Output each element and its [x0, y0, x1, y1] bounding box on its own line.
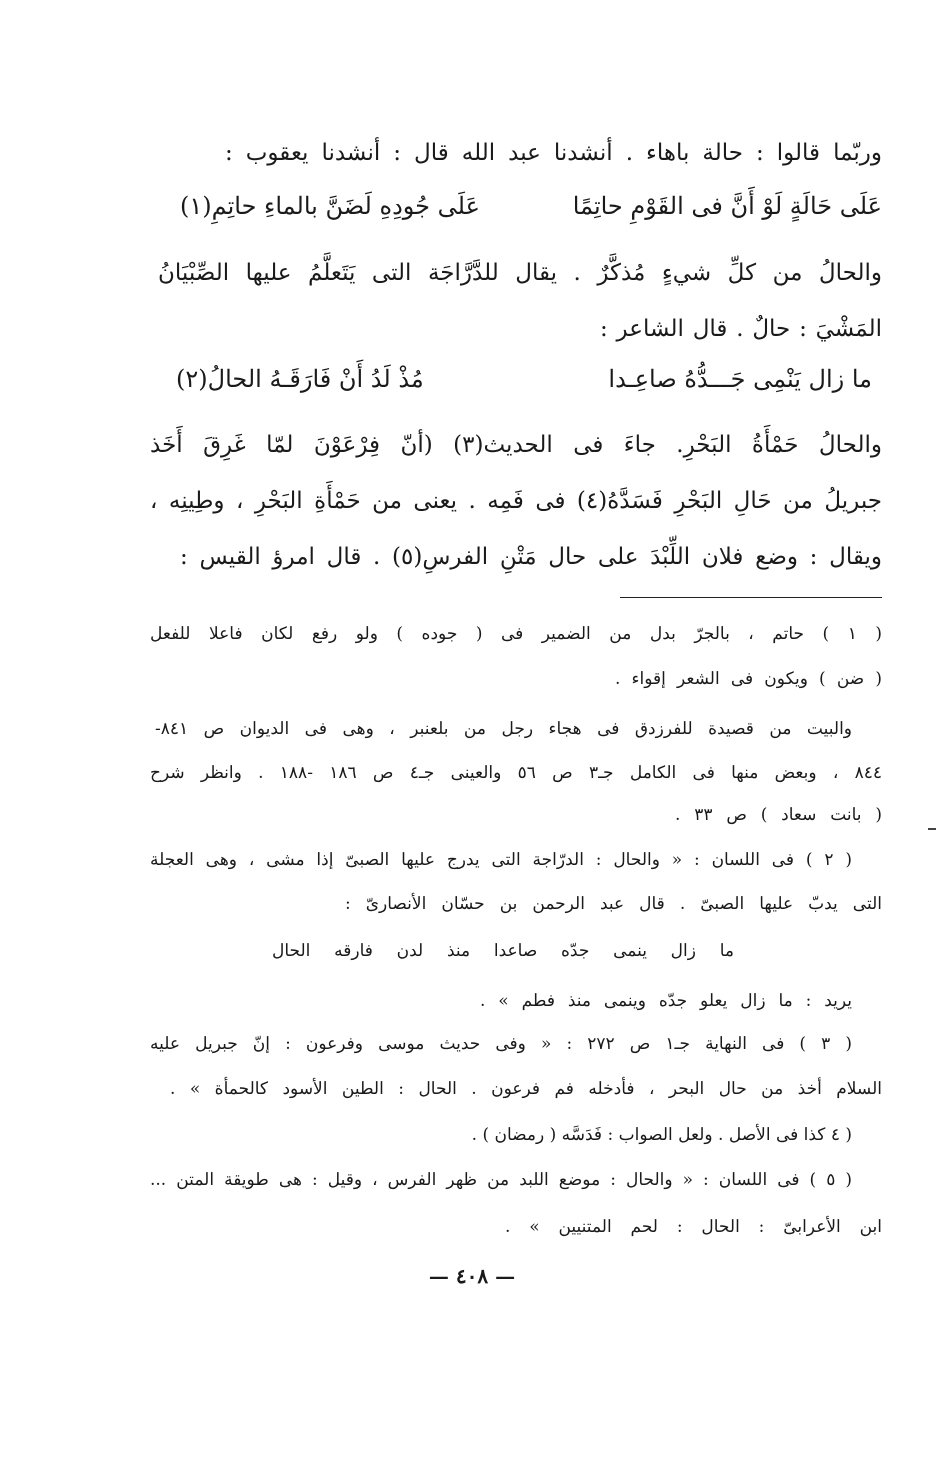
footnote-line-7: التى يدبّ عليها الصبىّ . قال عبد الرحمن بن حسّان الأنصارىّ :	[345, 894, 882, 914]
page-number: — ٤٠٨ —	[428, 1264, 516, 1288]
footnote-line-14: ابن الأعرابىّ : الحال : لحم المتنيين » .	[505, 1217, 882, 1237]
main-line-5: جبريلُ من حَالِ البَحْرِ فَسَدَّهُ(٤) فى فَمِه . يعنى من حَمْأَةِ البَحْرِ ، وطِينِه ،	[150, 488, 882, 514]
main-line-4: والحالُ حَمْأَةُ البَحْرِ. جاءَ فى الحديث(٣) (أنّ فِرْعَوْنَ لمّا غَرِقَ أَخَذ	[150, 432, 882, 458]
footnote-line-10: ( ٣ ) فى النهاية جـ١ ص ٢٧٢ : « وفى حديث موسى وفرعون : إنّ جبريل عليه	[150, 1034, 852, 1054]
main-line-6: ويقال : وضع فلان اللِّبْدَ على حال مَتْنِ الفرسِ(٥) . قال امرؤ القيس :	[180, 544, 882, 570]
footnote-line-6: ( ٢ ) فى اللسان : « والحال : الدرّاجة التى يدرج عليها الصبىّ إذا مشى ، وهى العجلة	[150, 850, 852, 870]
verse2-first-half: ما زال يَنْمِى جَـــدُّهُ صاعِـدا	[608, 365, 872, 393]
footnote-separator	[620, 597, 882, 598]
footnote-line-9: يريد : ما زال يعلو جدّه وينمى منذ فطم » .	[480, 991, 852, 1011]
verse1-second-half: عَلَى جُودِهِ لَضَنَّ بالماءِ حاتِمِ(١)	[180, 192, 480, 220]
main-line-1: وربّما قالوا : حالة باهاء . أنشدنا عبد الله قال : أنشدنا يعقوب :	[225, 140, 882, 166]
footnote-line-1: ( ١ ) حاتم ، بالجرّ بدل من الضمير فى ( جوده ) ولو رفع لكان فاعلا للفعل	[150, 624, 882, 644]
footnote-line-3: والبيت من قصيدة للفرزدق فى هجاء رجل من بلعنبر ، وهى فى الديوان ص ٨٤١-	[155, 719, 852, 739]
verse1-first-half: عَلَى حَالَةٍ لَوْ أَنَّ فى القَوْمِ حاتِمًا	[572, 192, 882, 220]
scan-mark	[928, 828, 936, 830]
footnote-line-11: السلام أخذ من حال البحر ، فأدخله فم فرعون . الحال : الطين الأسود كالحمأة » .	[170, 1079, 882, 1099]
verse2-second-half: مُذْ لَدُ أَنْ فَارَقَـهُ الحالُ(٢)	[176, 365, 424, 393]
footnote-line-12: ( ٤ كذا فى الأصل . ولعل الصواب : فَدَسَّه ( رمضان ) .	[471, 1125, 852, 1145]
footnote-line-13: ( ٥ ) فى اللسان : « والحال : موضع اللبد من ظهر الفرس ، وقيل : هى طويقة المتن ...	[150, 1170, 852, 1190]
footnote-line-5: ( بانت سعاد ) ص ٣٣ .	[675, 805, 882, 825]
footnote-line-2: ( ضن ) ويكون فى الشعر إقواء .	[615, 669, 882, 689]
main-line-3: المَشْيَ : حالٌ . قال الشاعر :	[600, 316, 882, 342]
footnote-line-8: ما زال ينمى جدّه صاعدا منذ لدن فارقه الحال	[272, 941, 734, 961]
main-line-2: والحالُ من كلِّ شيءٍ مُذكَّرٌ . يقال للدَّرَّاجَة التى يَتَعلَّمُ عليها الصِّبْيَانُ	[158, 260, 882, 286]
footnote-line-4: ٨٤٤ ، وبعض منها فى الكامل جـ٣ ص ٥٦ والعينى جـ٤ ص ١٨٦ -١٨٨ . وانظر شرح	[150, 763, 882, 783]
